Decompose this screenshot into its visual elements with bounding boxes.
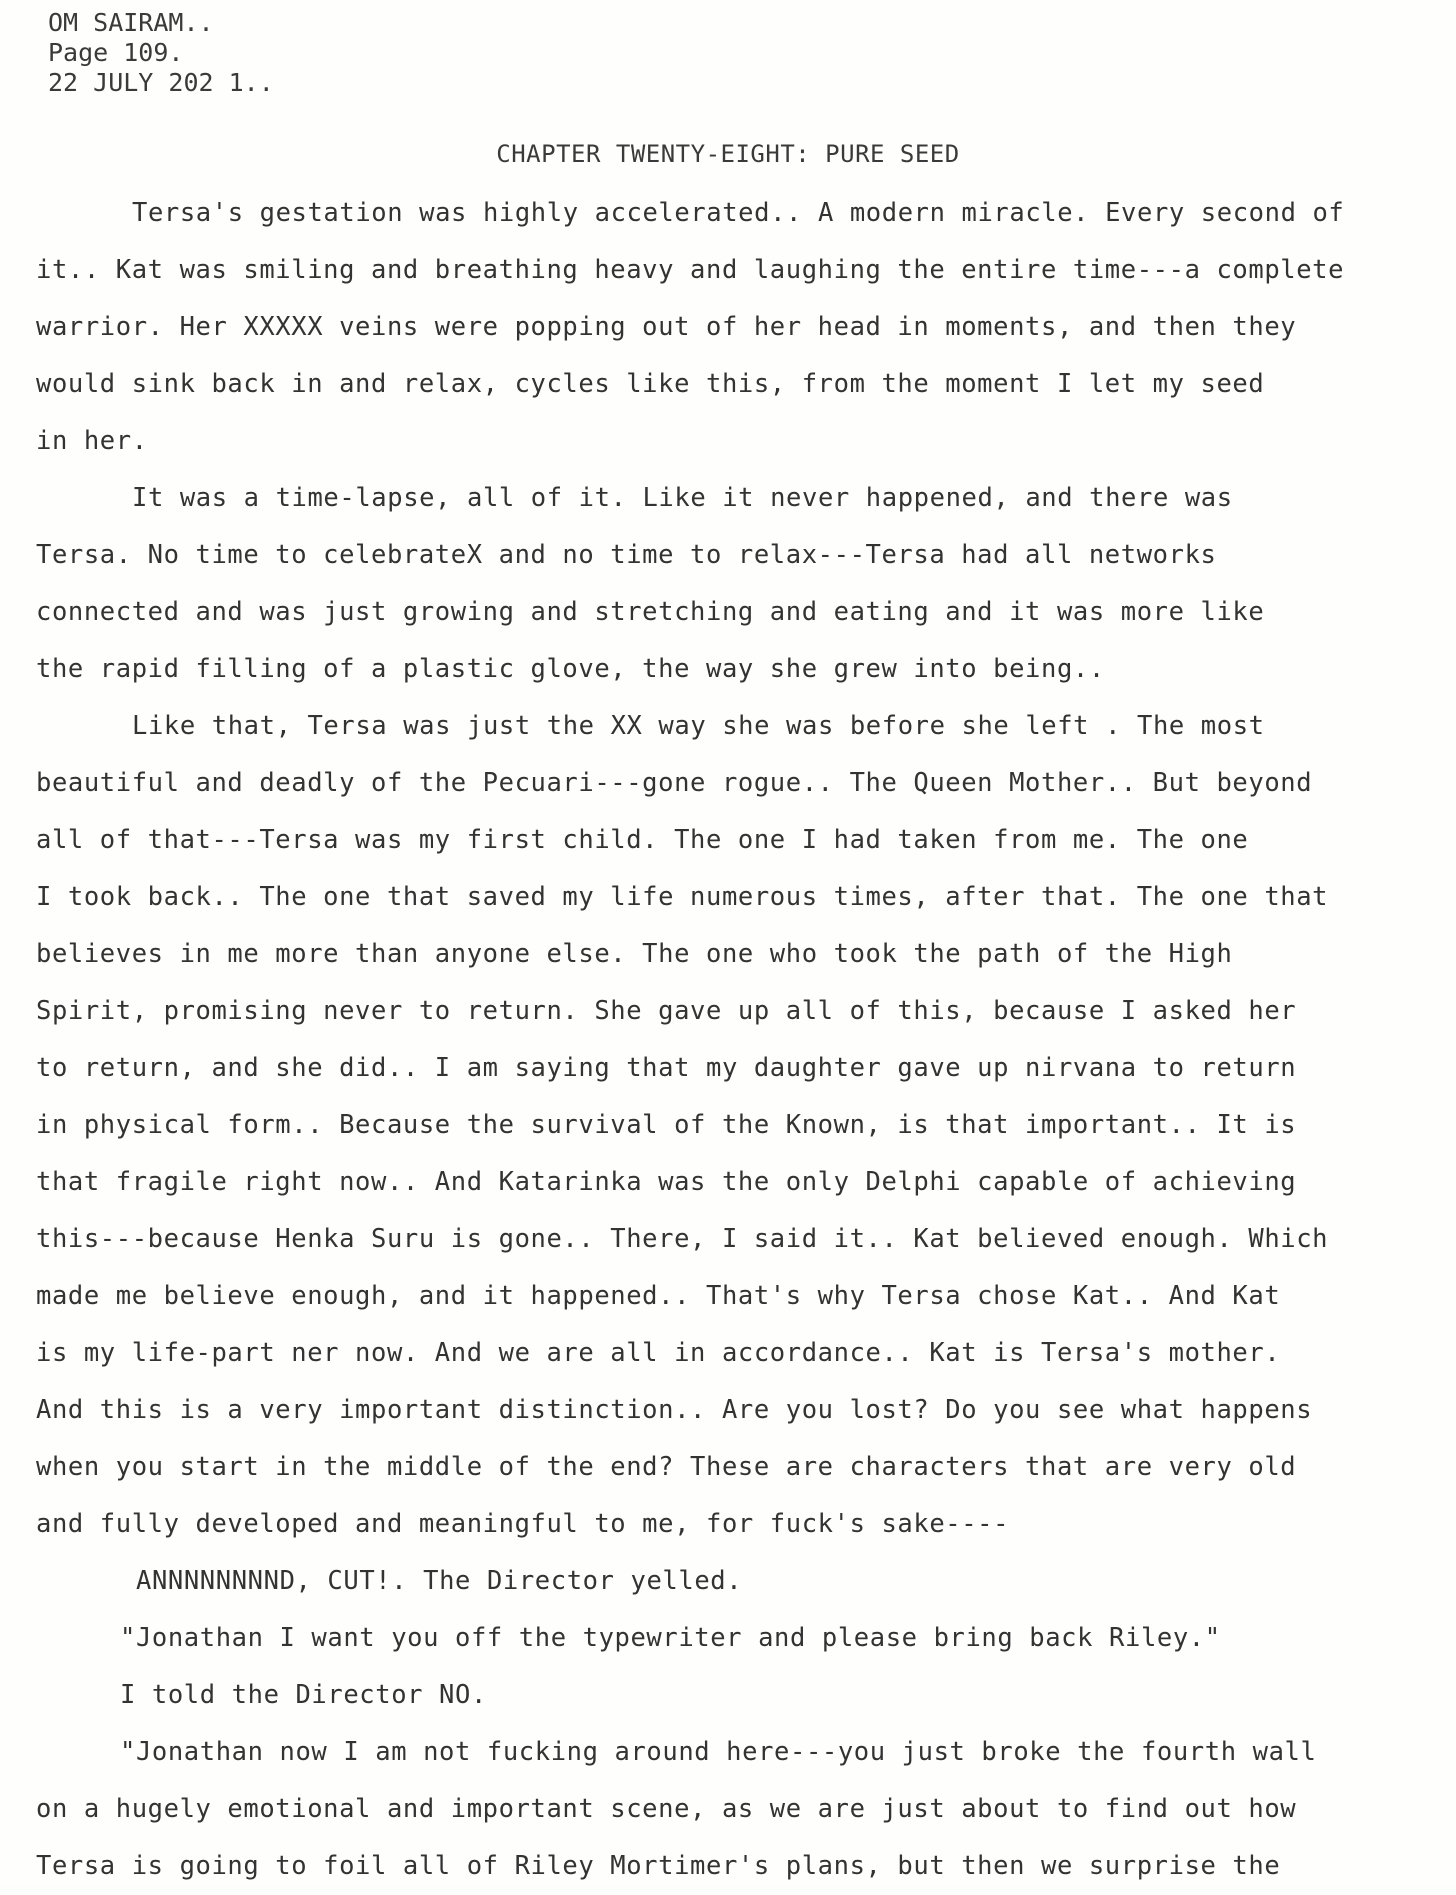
text-line: in her. (36, 426, 148, 456)
text-line: Tersa's gestation was highly accelerated.. A modern miracle. Every second of (132, 198, 1345, 228)
text-line: would sink back in and relax, cycles like this, from the moment I let my seed (36, 369, 1265, 399)
text-line: warrior. Her XXXXX veins were popping out of her head in moments, and then they (36, 312, 1297, 342)
text-line: it.. Kat was smiling and breathing heavy and laughing the entire time---a complete (36, 255, 1345, 285)
header-om-sairam: OM SAIRAM.. (48, 8, 214, 37)
text-line: the rapid filling of a plastic glove, the way she grew into being.. (36, 654, 1105, 684)
text-line: It was a time-lapse, all of it. Like it never happened, and there was (132, 483, 1233, 513)
text-line: when you start in the middle of the end? These are characters that are very old (36, 1452, 1297, 1482)
text-line: "Jonathan now I am not fucking around here---you just broke the fourth wall (120, 1737, 1317, 1767)
text-line: is my life-part ner now. And we are all in accordance.. Kat is Tersa's mother. (36, 1338, 1281, 1368)
text-line: I told the Director NO. (120, 1680, 487, 1710)
text-line: believes in me more than anyone else. The one who took the path of the High (36, 939, 1233, 969)
text-line: made me believe enough, and it happened.. That's why Tersa chose Kat.. And Kat (36, 1281, 1281, 1311)
text-line: that fragile right now.. And Katarinka was the only Delphi capable of achieving (36, 1167, 1297, 1197)
text-line: I took back.. The one that saved my life numerous times, after that. The one that (36, 882, 1329, 912)
manuscript-body (36, 185, 1436, 1895)
text-line: And this is a very important distinction.. Are you lost? Do you see what happens (36, 1395, 1313, 1425)
text-line: ANNNNNNNND, CUT!. The Director yelled. (136, 1566, 743, 1596)
text-line: this---because Henka Suru is gone.. There, I said it.. Kat believed enough. Which (36, 1224, 1329, 1254)
text-line: Tersa. No time to celebrateX and no time to relax---Tersa had all networks (36, 540, 1217, 570)
text-line: Spirit, promising never to return. She gave up all of this, because I asked her (36, 996, 1297, 1026)
text-line: on a hugely emotional and important scene, as we are just about to find out how (36, 1794, 1297, 1824)
text-line: Tersa is going to foil all of Riley Mortimer's plans, but then we surprise the (36, 1851, 1281, 1881)
chapter-title: CHAPTER TWENTY-EIGHT: PURE SEED (496, 140, 960, 168)
text-line: in physical form.. Because the survival of the Known, is that important.. It is (36, 1110, 1297, 1140)
text-line: "Jonathan I want you off the typewriter and please bring back Riley." (120, 1623, 1221, 1653)
text-line: all of that---Tersa was my first child. The one I had taken from me. The one (36, 825, 1249, 855)
header-date: 22 JULY 202 1.. (48, 68, 274, 97)
text-line: to return, and she did.. I am saying that my daughter gave up nirvana to return (36, 1053, 1297, 1083)
header-page-number: Page 109. (48, 38, 184, 67)
text-line: and fully developed and meaningful to me, for fuck's sake---- (36, 1509, 1010, 1539)
page-header (48, 8, 274, 98)
text-line: connected and was just growing and stretching and eating and it was more like (36, 597, 1265, 627)
text-line: Like that, Tersa was just the XX way she was before she left . The most (132, 711, 1265, 741)
text-line: beautiful and deadly of the Pecuari---gone rogue.. The Queen Mother.. But beyond (36, 768, 1313, 798)
